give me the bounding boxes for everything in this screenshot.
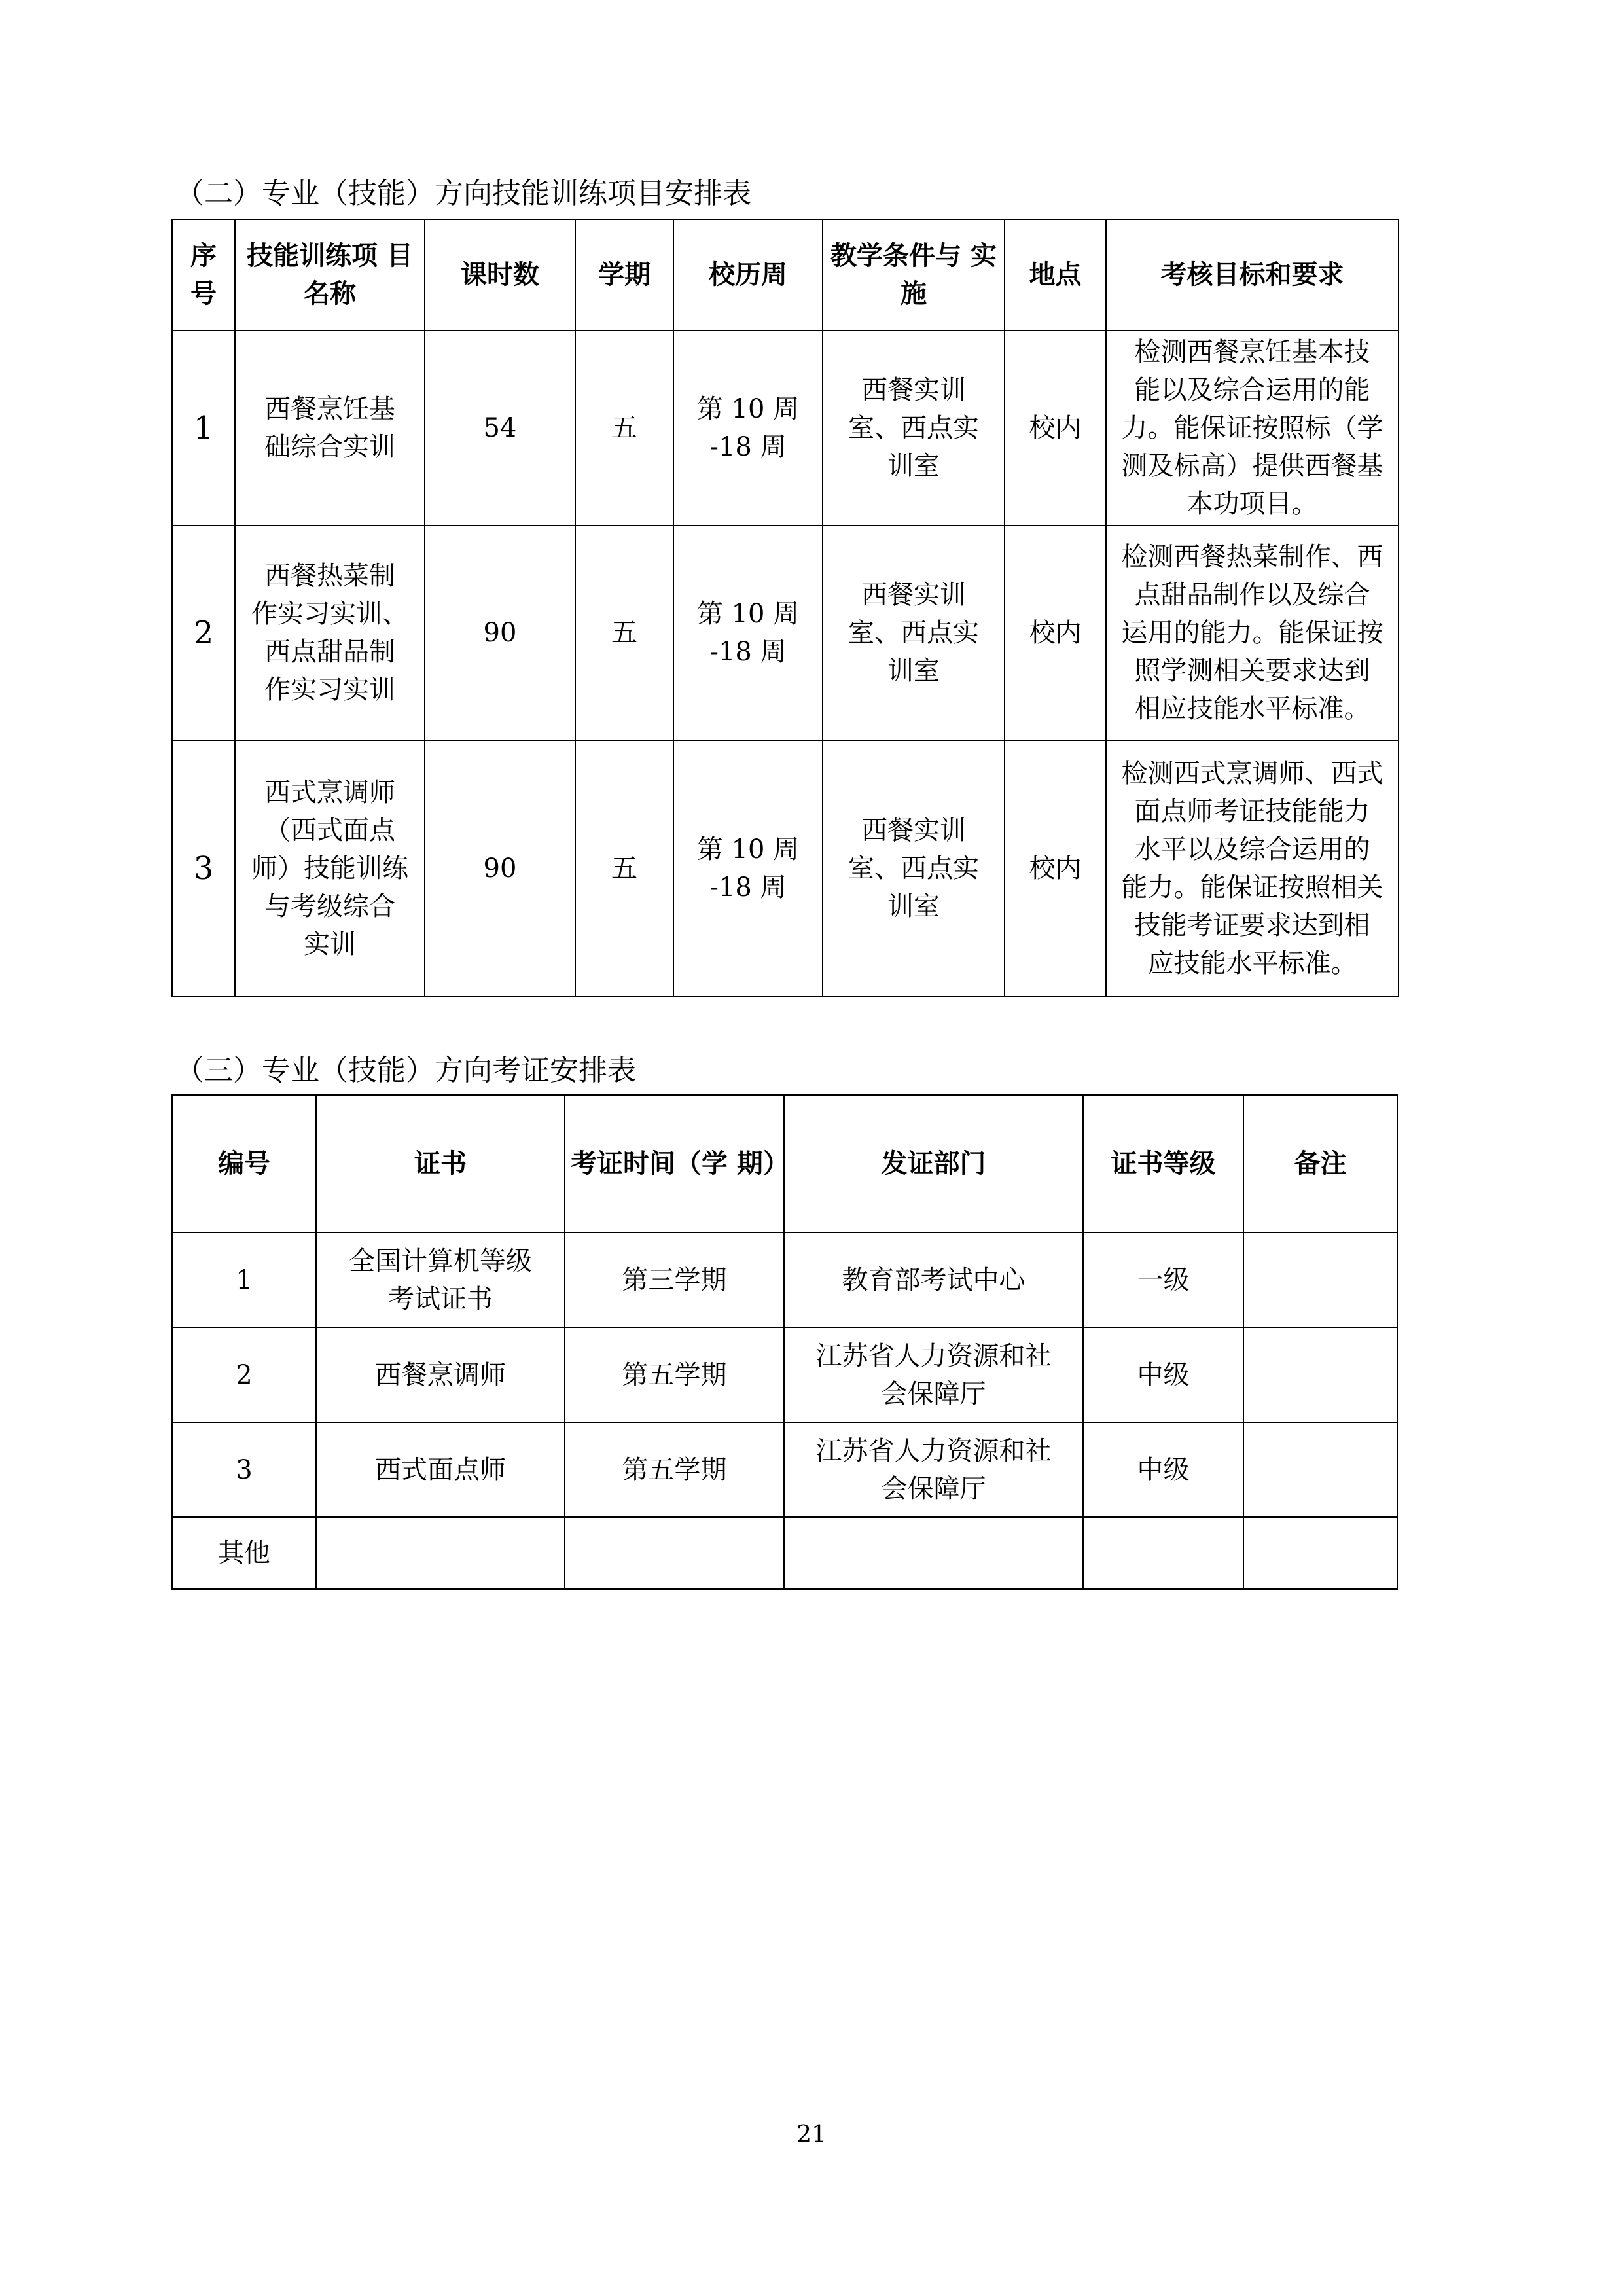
row-goal: 检测西餐烹饪基本技 能以及综合运用的能 力。能保证按照标（学 测及标高）提供西餐基 本功项目。 [1106,331,1399,526]
table-row [172,1517,1397,1589]
row-certificate: 西式面点师 [316,1422,565,1517]
row-term: 五 [575,740,673,997]
row-project-name: 西餐热菜制 作实习实训、 西点甜品制 作实习实训 [235,526,425,740]
row-conditions: 西餐实训 室、西点实 训室 [823,740,1005,997]
row-conditions: 西餐实训 室、西点实 训室 [823,331,1005,526]
section3-title: （三）专业（技能）方向考证安排表 [175,1054,636,1087]
skill-training-table [171,219,1399,997]
row-term: 五 [575,526,673,740]
header-term: 学期 [575,219,673,331]
row-remarks [1243,1327,1397,1422]
row-hours: 90 [425,526,575,740]
row-remarks [1243,1232,1397,1327]
header-cert-level: 证书等级 [1083,1095,1243,1232]
row-weeks: 第 10 周 -18 周 [673,331,823,526]
header-place: 地点 [1005,219,1106,331]
table-row [172,331,1399,526]
row-cert-level: 中级 [1083,1327,1243,1422]
header-issuing-dept: 发证部门 [784,1095,1083,1232]
table-header-row [172,219,1399,331]
row-issuing-dept: 教育部考试中心 [784,1232,1083,1327]
header-exam-time: 考证时间（学 期） [565,1095,784,1232]
row-seq: 3 [172,740,235,997]
table-header-row [172,1095,1397,1232]
table-row [172,1422,1397,1517]
row-remarks [1243,1422,1397,1517]
row-project-name: 西餐烹饪基 础综合实训 [235,331,425,526]
section2-title: （二）专业（技能）方向技能训练项目安排表 [175,177,751,210]
row-hours: 54 [425,331,575,526]
row-number: 3 [172,1422,316,1517]
header-conditions: 教学条件与 实施 [823,219,1005,331]
row-issuing-dept: 江苏省人力资源和社 会保障厅 [784,1327,1083,1422]
row-place: 校内 [1005,740,1106,997]
certification-table [171,1094,1398,1590]
row-certificate [316,1517,565,1589]
header-number: 编号 [172,1095,316,1232]
row-term: 五 [575,331,673,526]
row-certificate: 西餐烹调师 [316,1327,565,1422]
row-number: 2 [172,1327,316,1422]
row-exam-time: 第三学期 [565,1232,784,1327]
row-place: 校内 [1005,331,1106,526]
table-row [172,1327,1397,1422]
row-weeks: 第 10 周 -18 周 [673,526,823,740]
header-hours: 课时数 [425,219,575,331]
row-exam-time: 第五学期 [565,1327,784,1422]
header-project-name: 技能训练项 目名称 [235,219,425,331]
row-goal: 检测西式烹调师、西式 面点师考证技能能力 水平以及综合运用的 能力。能保证按照相关 技能考证要求达到相 应技能水平标准。 [1106,740,1399,997]
table-row [172,526,1399,740]
row-remarks [1243,1517,1397,1589]
row-seq: 1 [172,331,235,526]
row-exam-time: 第五学期 [565,1422,784,1517]
header-certificate: 证书 [316,1095,565,1232]
row-exam-time [565,1517,784,1589]
row-number: 1 [172,1232,316,1327]
row-issuing-dept: 江苏省人力资源和社 会保障厅 [784,1422,1083,1517]
header-seq: 序 号 [172,219,235,331]
row-hours: 90 [425,740,575,997]
row-cert-level [1083,1517,1243,1589]
row-goal: 检测西餐热菜制作、西 点甜品制作以及综合 运用的能力。能保证按 照学测相关要求达到 相应技能水平标准。 [1106,526,1399,740]
row-certificate: 全国计算机等级 考试证书 [316,1232,565,1327]
row-number: 其他 [172,1517,316,1589]
row-project-name: 西式烹调师 （西式面点 师）技能训练 与考级综合 实训 [235,740,425,997]
table-row [172,740,1399,997]
row-issuing-dept [784,1517,1083,1589]
row-place: 校内 [1005,526,1106,740]
header-weeks: 校历周 [673,219,823,331]
header-goal: 考核目标和要求 [1106,219,1399,331]
row-seq: 2 [172,526,235,740]
row-weeks: 第 10 周 -18 周 [673,740,823,997]
page-number: 21 [796,2121,827,2148]
header-remarks: 备注 [1243,1095,1397,1232]
row-cert-level: 一级 [1083,1232,1243,1327]
table-row [172,1232,1397,1327]
row-cert-level: 中级 [1083,1422,1243,1517]
row-conditions: 西餐实训 室、西点实 训室 [823,526,1005,740]
